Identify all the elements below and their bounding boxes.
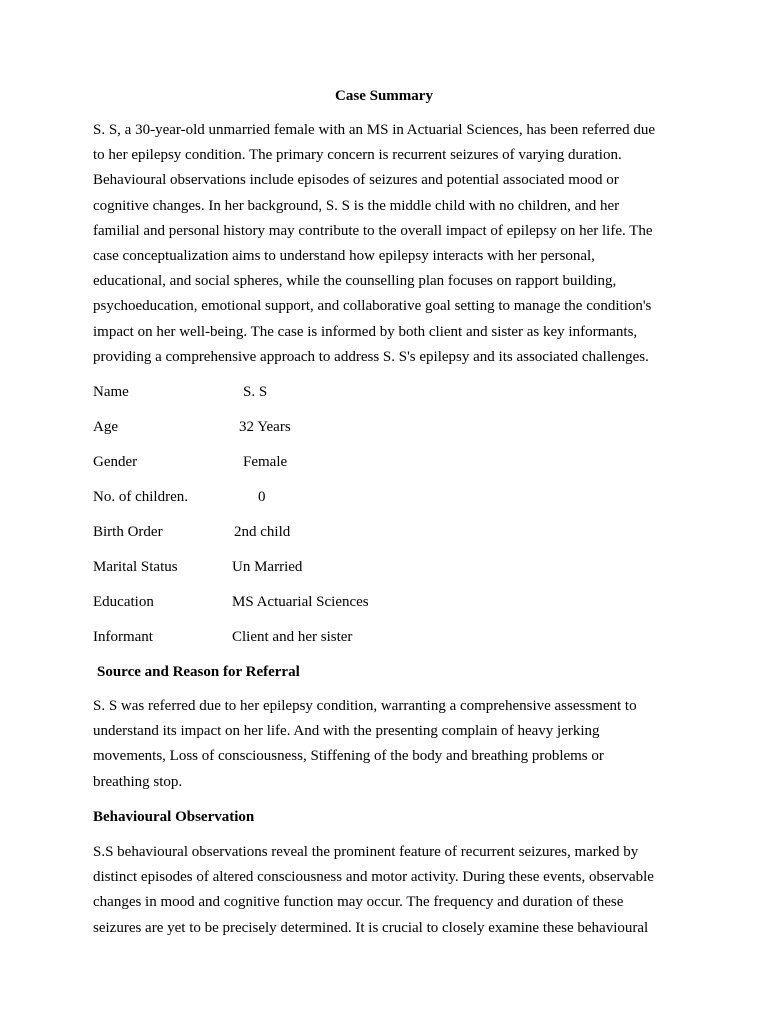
info-row-marital-status	[93, 557, 593, 577]
info-value: 32 Years	[239, 419, 291, 435]
behaviour-heading: Behavioural Observation	[93, 809, 255, 825]
summary-line: impact on her well-being. The case is informed by both client and sister as key informants,	[93, 323, 638, 340]
info-value: 2nd child	[234, 524, 291, 540]
page-title: Case Summary	[335, 88, 433, 104]
info-value: Un Married	[232, 559, 303, 575]
info-value: Female	[243, 454, 288, 470]
referral-paragraph	[93, 694, 683, 795]
info-label: Informant	[93, 629, 153, 645]
info-row-name	[93, 382, 593, 402]
info-row-informant	[93, 627, 593, 647]
info-row-birth-order	[93, 522, 593, 542]
info-value: Client and her sister	[232, 629, 353, 645]
summary-line: S. S, a 30-year-old unmarried female with an MS in Actuarial Sciences, has been referred due	[93, 122, 656, 138]
info-value: S. S	[243, 384, 268, 400]
info-row-children	[93, 487, 593, 507]
info-label: Birth Order	[93, 524, 163, 540]
summary-line: to her epilepsy condition. The primary concern is recurrent seizures of varying duration.	[93, 147, 622, 164]
referral-line: understand its impact on her life. And with the presenting complain of heavy jerking	[93, 723, 600, 740]
info-row-gender	[93, 452, 593, 472]
info-value: 0	[258, 489, 266, 505]
info-label: Name	[93, 384, 129, 400]
info-value: MS Actuarial Sciences	[232, 594, 369, 610]
summary-line: familial and personal history may contribute to the overall impact of epilepsy on her life. The	[93, 222, 653, 239]
summary-line: case conceptualization aims to understand how epilepsy interacts with her personal,	[93, 248, 595, 265]
behaviour-line: S.S behavioural observations reveal the prominent feature of recurrent seizures, marked by	[93, 844, 639, 860]
referral-heading: Source and Reason for Referral	[97, 664, 300, 680]
summary-line: educational, and social spheres, while the counselling plan focuses on rapport building,	[93, 273, 617, 290]
info-row-education	[93, 592, 593, 612]
info-label: Gender	[93, 454, 138, 470]
referral-line: breathing stop.	[93, 773, 183, 790]
info-label: Education	[93, 594, 154, 610]
info-label: Marital Status	[93, 559, 178, 575]
summary-line: providing a comprehensive approach to address S. S's epilepsy and its associated challenges.	[93, 348, 649, 365]
summary-line: psychoeducation, emotional support, and collaborative goal setting to manage the condition's	[93, 298, 652, 315]
behaviour-paragraph	[93, 840, 683, 941]
summary-line: cognitive changes. In her background, S. S is the middle child with no children, and her	[93, 197, 620, 214]
behaviour-line: changes in mood and cognitive function may occur. The frequency and duration of these	[93, 894, 624, 911]
summary-line: Behavioural observations include episodes of seizures and potential associated mood or	[93, 172, 619, 189]
behaviour-line: distinct episodes of altered consciousness and motor activity. During these events, observable	[93, 869, 654, 886]
referral-line: S. S was referred due to her epilepsy condition, warranting a comprehensive assessment to	[93, 698, 637, 714]
info-label: No. of children.	[93, 489, 188, 505]
referral-line: movements, Loss of consciousness, Stiffening of the body and breathing problems or	[93, 748, 604, 765]
case-summary-paragraph	[93, 118, 683, 370]
info-row-age	[93, 417, 593, 437]
behaviour-line: seizures are yet to be precisely determined. It is crucial to closely examine these behavioural	[93, 919, 649, 936]
info-label: Age	[93, 419, 118, 435]
